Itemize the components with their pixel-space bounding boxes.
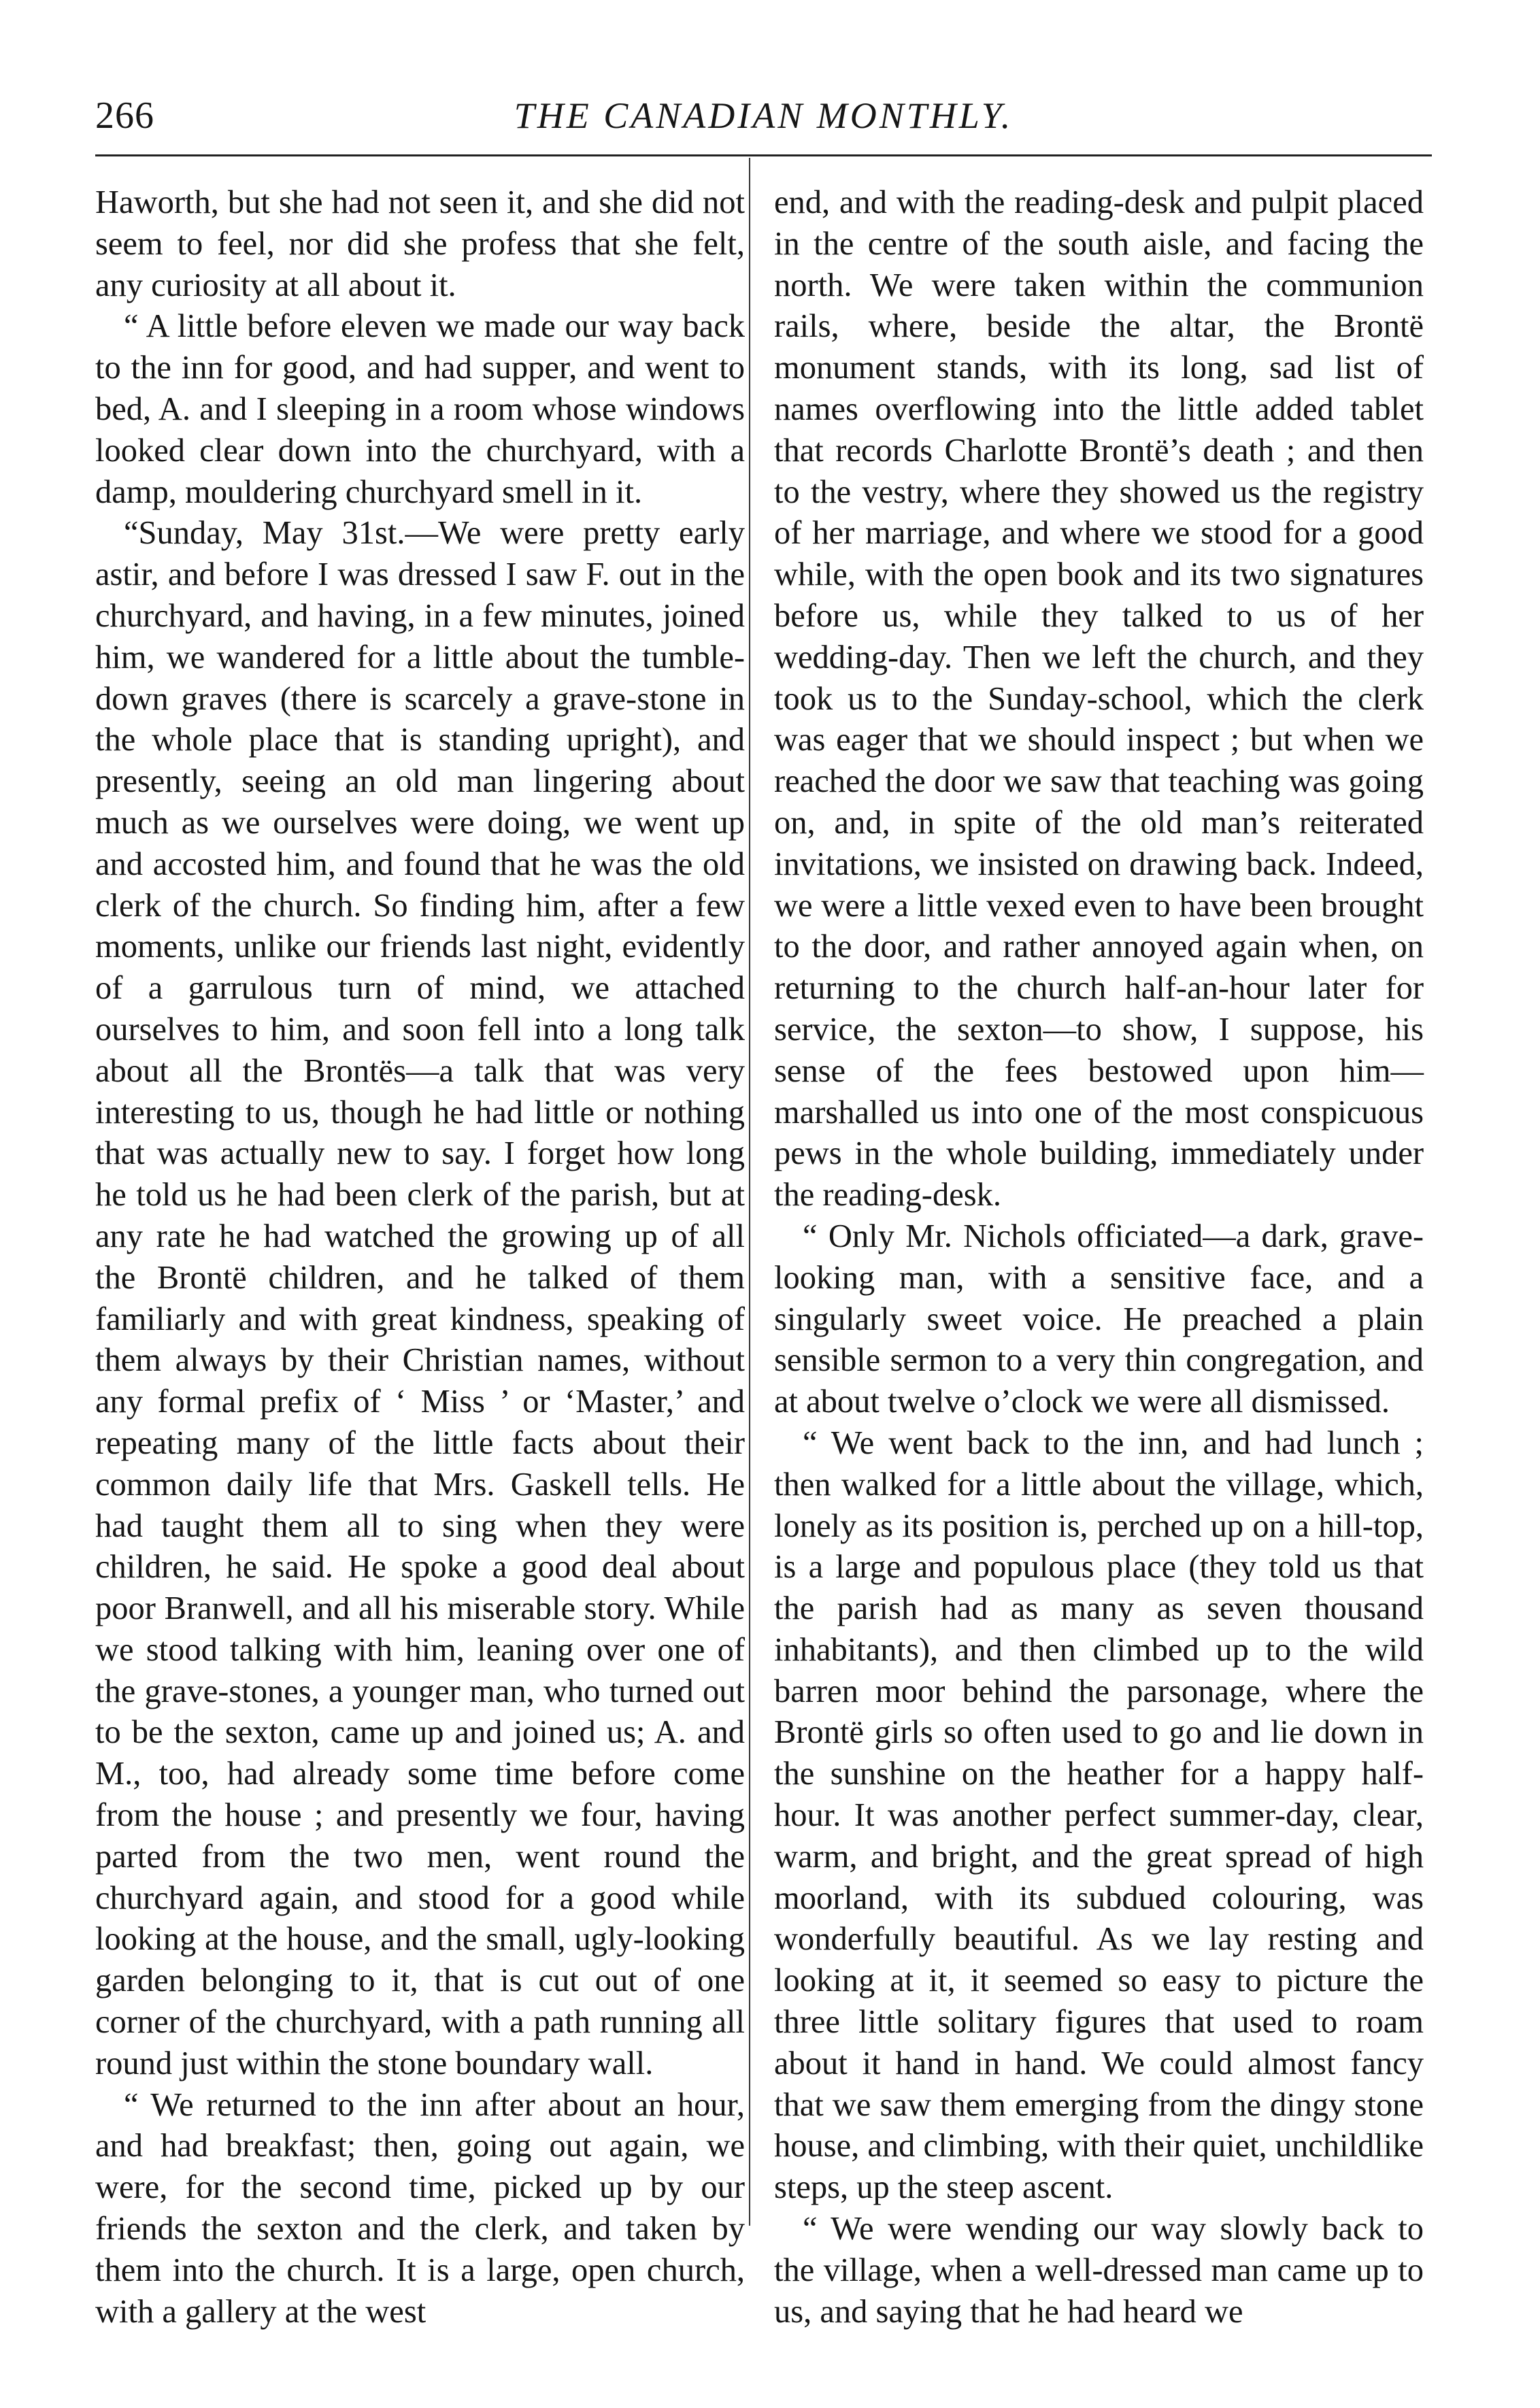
left-column [95, 182, 745, 2332]
paragraph: “ We returned to the inn after about an hour, and had breakfast; then, going out again, we were, for the second time, picked up by our friends the sexton and the clerk, and taken by them into the church. It is a large, open church, with a gallery at the west [95, 2086, 745, 2330]
paragraph: “ Only Mr. Nichols officiated—a dark, grave-looking man, with a sensitive face, and a singularly sweet voice. He preached a plain sensible sermon to a very thin congregation, and at about twelve o’clock we were all dismissed. [774, 1218, 1424, 1420]
paragraph: “ We went back to the inn, and had lunch ; then walked for a little about the village, which, lonely as its position is, perched up on a hill-top, is a large and populous place (they told us that the parish had as many as seven thousand inhabitants), and then climbed up to the wild barren moor behind the parsonage, where the Brontë girls so often used to go and lie down in the sunshine on the heather for a happy half-hour. It was another perfect summer-day, clear, warm, and bright, and the great spread of high moorland, with its subdued colouring, was wonderfully beautiful. As we lay resting and looking at it, it seemed so easy to picture the three little solitary figures that used to roam about it hand in hand. We could almost fancy that we saw them emerging from the dingy stone house, and climbing, with their quiet, unchildlike steps, up the steep ascent. [774, 1424, 1424, 2206]
paragraph: “ A little before eleven we made our way back to the inn for good, and had supper, and went to bed, A. and I sleeping in a room whose windows looked clear down into the churchyard, with a damp, mouldering churchyard smell in it. [95, 308, 745, 510]
paragraph: “ We were wending our way slowly back to the village, when a well-dressed man came up to us, and saying that he had heard we [774, 2211, 1424, 2330]
page-number: 266 [95, 95, 154, 137]
column-divider [749, 158, 750, 2226]
page-header [95, 92, 1432, 139]
paragraph: “Sunday, May 31st.—We were pretty early astir, and before I was dressed I saw F. out in the churchyard, and having, in a few minutes, joined him, we wandered for a little about the tumble-down graves (there is scarcely a grave-stone in the whole place that is standing upright), and presently, seeing an old man lingering about much as we ourselves were doing, we went up and accosted him, and found that he was the old clerk of the church. So finding him, after a few moments, unlike our friends last night, evidently of a garrulous turn of mind, we attached ourselves to him, and soon fell into a long talk about all the Brontës—a talk that was very interesting to us, though he had little or nothing that was actually new to say. I forget how long he told us he had been clerk of the parish, but at any rate he had watched the growing up of all the Brontë children, and he talked of them familiarly and with great kindness, speaking of them always by their Christian names, without any formal prefix of ‘ Miss ’ or ‘Master,’ and repeating many of the little facts about their common daily life that Mrs. Gaskell tells. He had taught them all to sing when they were children, he said. He spoke a good deal about poor Branwell, and all his miserable story. While we stood talking with him, leaning over one of the grave-stones, a younger man, who turned out to be the sexton, came up and joined us; A. and M., too, had already some time before come from the house ; and presently we four, having parted from the two men, went round the churchyard again, and stood for a good while looking at the house, and the small, ugly-looking garden belonging to it, that is cut out of one corner of the churchyard, with a path running all round just within the stone boundary wall. [95, 515, 745, 2081]
running-title: THE CANADIAN MONTHLY. [514, 95, 1014, 136]
right-column [774, 182, 1424, 2332]
paragraph: Haworth, but she had not seen it, and she did not seem to feel, nor did she profess that she felt, any curiosity at all about it. [95, 184, 745, 303]
header-rule [95, 154, 1432, 156]
paragraph: end, and with the reading-desk and pulpit placed in the centre of the south aisle, and facing the north. We were taken within the communion rails, where, beside the altar, the Brontë monument stands, with its long, sad list of names overflowing into the little added tablet that records Charlotte Brontë’s death ; and then to the vestry, where they showed us the registry of her marriage, and where we stood for a good while, with the open book and its two signatures before us, while they talked to us of her wedding-day. Then we left the church, and they took us to the Sunday-school, which the clerk was eager that we should inspect ; but when we reached the door we saw that teaching was going on, and, in spite of the old man’s reiterated invitations, we insisted on drawing back. Indeed, we were a little vexed even to have been brought to the door, and rather annoyed again when, on returning to the church half-an-hour later for service, the sexton—to show, I suppose, his sense of the fees bestowed upon him—marshalled us into one of the most conspicuous pews in the whole building, immediately under the reading-desk. [774, 184, 1424, 1214]
